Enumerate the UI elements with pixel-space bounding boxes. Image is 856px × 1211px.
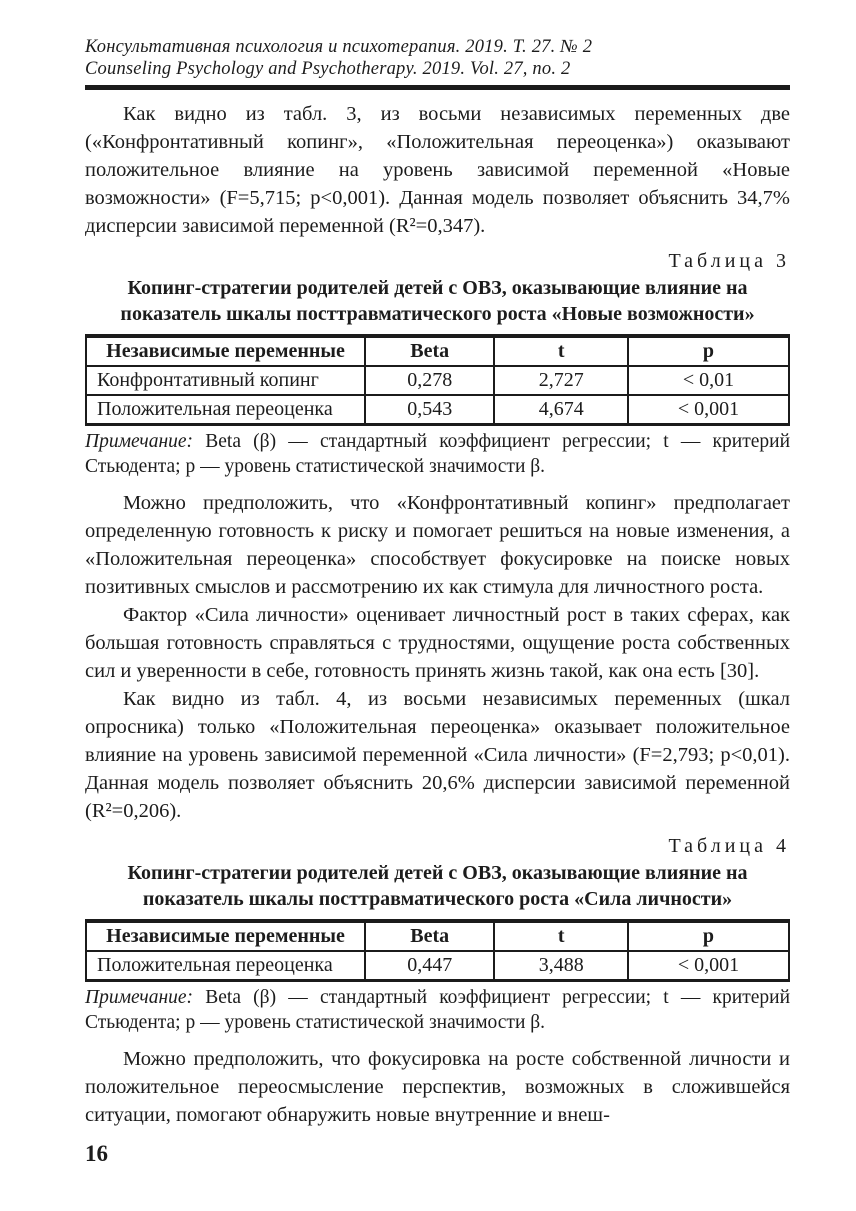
table3-r2-beta: 0,543 <box>365 395 494 425</box>
table4-title: Копинг-стратегии родителей детей с ОВЗ, оказывающие влияние на показатель шкалы посттравматического роста «Сила личности» <box>127 862 748 910</box>
journal-header <box>85 36 790 80</box>
table4-r1-variable: Положительная переоценка <box>86 951 365 981</box>
table4-note-text: Beta (β) — стандартный коэффициент регрессии; t — критерий Стьюдента; p — уровень статистической значимости β. <box>85 987 790 1033</box>
table3-r1-beta: 0,278 <box>365 366 494 395</box>
table4-header-t: t <box>494 921 628 951</box>
table4-header-beta: Beta <box>365 921 494 951</box>
table4-r1-t: 3,488 <box>494 951 628 981</box>
header-rule <box>85 85 790 90</box>
table4-note <box>85 985 790 1035</box>
page-number: 16 <box>85 1141 108 1166</box>
paragraph-conclusion: Можно предположить, что фокусировка на росте собственной личности и положительное переосмысление перспектив, возможных в сложившейся ситуации, помогают обнаружить новые внутренние и внеш- <box>85 1048 790 1126</box>
table3-note-text: Beta (β) — стандартный коэффициент регрессии; t — критерий Стьюдента; p — уровень статистической значимости β. <box>85 431 790 477</box>
table3 <box>85 334 790 426</box>
table4-label: Таблица 4 <box>668 835 790 857</box>
table3-r2-t: 4,674 <box>494 395 628 425</box>
table3-r1-t: 2,727 <box>494 366 628 395</box>
table3-r2-variable: Положительная переоценка <box>86 395 365 425</box>
table3-header-variables: Независимые переменные <box>86 336 365 366</box>
table-row <box>86 951 789 981</box>
table3-r1-p: < 0,01 <box>628 366 789 395</box>
table4-header-p: p <box>628 921 789 951</box>
table4-note-label: Примечание: <box>85 987 194 1008</box>
table3-header-p: p <box>628 336 789 366</box>
table3-r2-p: < 0,001 <box>628 395 789 425</box>
table3-header-row <box>86 336 789 366</box>
table3-header-t: t <box>494 336 628 366</box>
table-row <box>86 366 789 395</box>
table3-r1-variable: Конфронтативный копинг <box>86 366 365 395</box>
journal-header-en: Counseling Psychology and Psychotherapy. 2019. Vol. 27, no. 2 <box>85 59 571 79</box>
table3-note-label: Примечание: <box>85 431 194 452</box>
table4-r1-p: < 0,001 <box>628 951 789 981</box>
table-row <box>86 395 789 425</box>
journal-header-ru: Консультативная психология и психотерапия. 2019. Т. 27. № 2 <box>85 37 593 57</box>
paragraph-interpretation-1: Можно предположить, что «Конфронтативный копинг» предполагает определенную готовность к риску и помогает решиться на новые изменения, а «Положительная переоценка» способствует фокусировке на поиске новых позитивных смыслов и рассмотрению их как стимула для личностного роста. <box>85 492 790 598</box>
table4 <box>85 919 790 982</box>
table4-r1-beta: 0,447 <box>365 951 494 981</box>
table3-title: Копинг-стратегии родителей детей с ОВЗ, оказывающие влияние на показатель шкалы посттравматического роста «Новые возможности» <box>120 277 755 325</box>
paragraph-table4-intro: Как видно из табл. 4, из восьми независимых переменных (шкал опросника) только «Положительная переоценка» оказывает положительное влияние на уровень зависимой переменной «Сила личности» (F=2,793; p<0,01). Данная модель позволяет объяснить 20,6% дисперсии зависимой переменной (R²=0,206). <box>85 688 790 822</box>
paragraph-table3-intro: Как видно из табл. 3, из восьми независимых переменных две («Конфронтативный копинг», «Положительная переоценка») оказывают положительное влияние на уровень зависимой переменной «Новые возможности» (F=5,715; p<0,001). Данная модель позволяет объяснить 34,7% дисперсии зависимой переменной (R²=0,347). <box>85 103 790 237</box>
table4-header-variables: Независимые переменные <box>86 921 365 951</box>
table3-note <box>85 429 790 479</box>
paragraph-strength-factor: Фактор «Сила личности» оценивает личностный рост в таких сферах, как большая готовность справляться с трудностями, ощущение роста собственных сил и уверенности в себе, готовность принять жизнь такой, как она есть [30]. <box>85 604 790 682</box>
table3-header-beta: Beta <box>365 336 494 366</box>
table3-label: Таблица 3 <box>668 250 790 272</box>
table4-header-row <box>86 921 789 951</box>
